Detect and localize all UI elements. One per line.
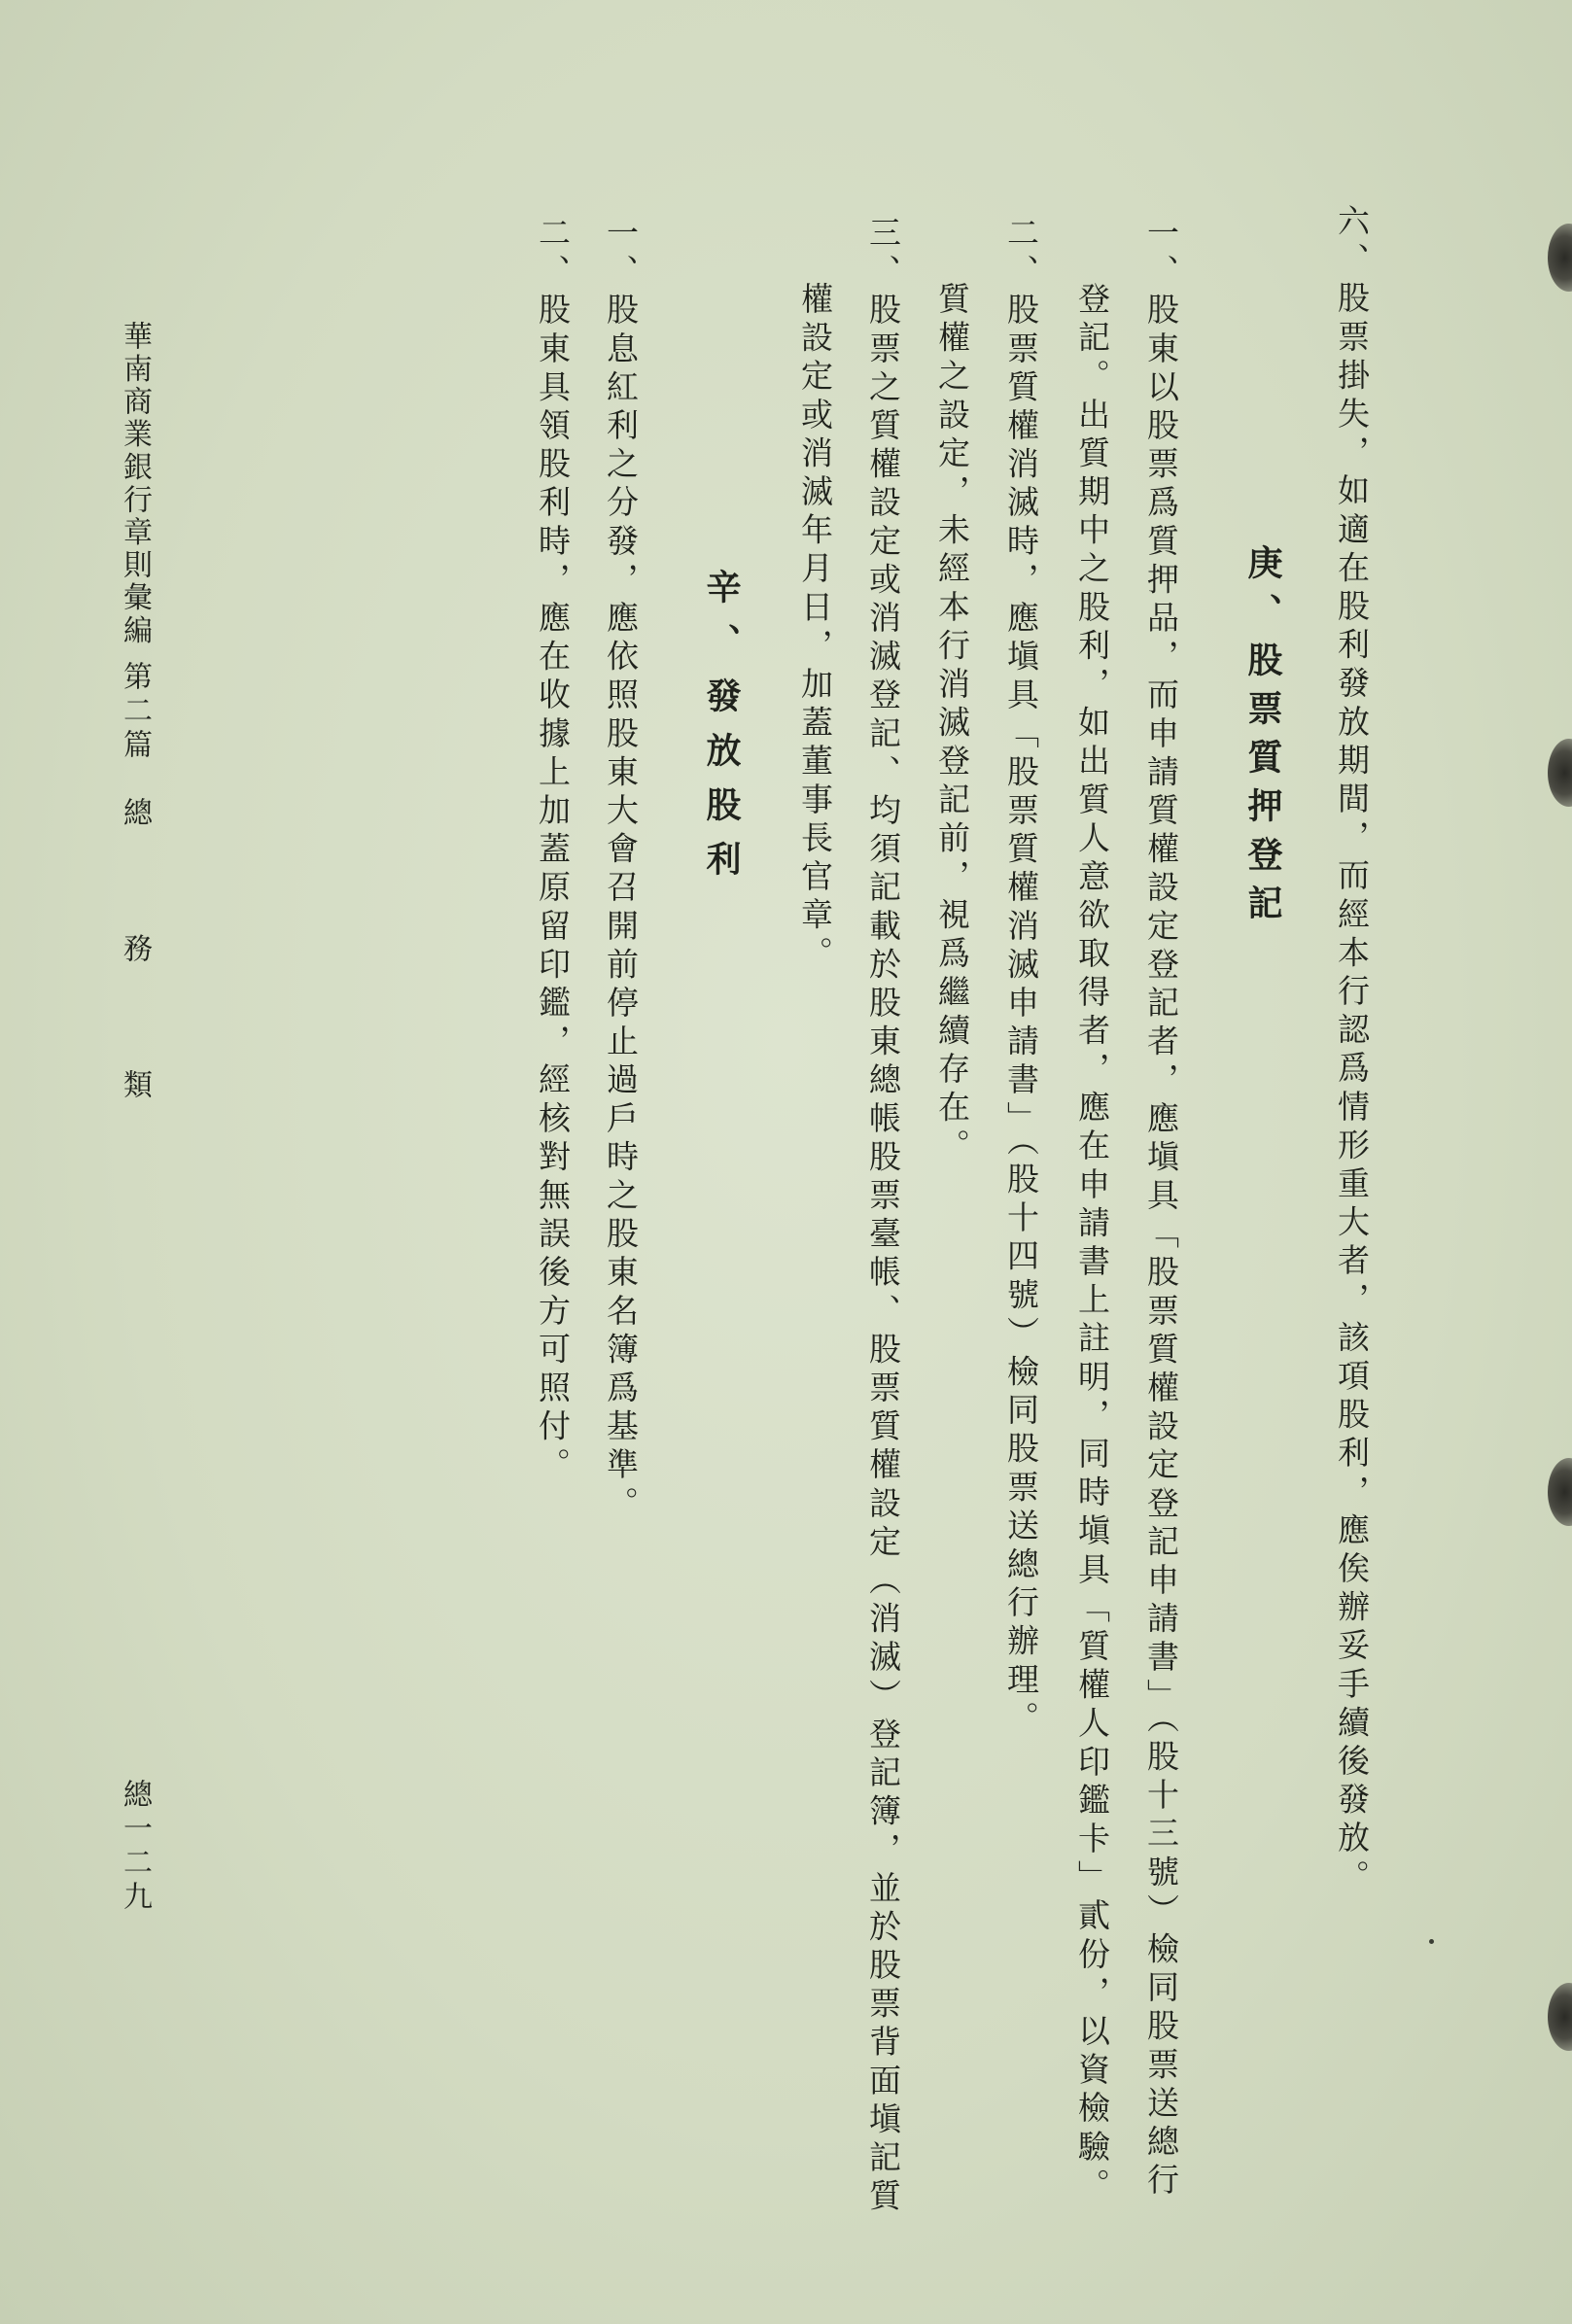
section-xin-heading: 辛、發放股利: [701, 569, 741, 895]
binding-hole-2: [1548, 739, 1572, 807]
geng-item1-line2: 登記。出質期中之股利，如出質人意欲取得者，應在申請書上註明，同時塡具「質權人印鑑卡」貳份，以資檢驗。: [1073, 282, 1111, 2206]
footer-book-title: 華南商業銀行章則彙編: [118, 321, 152, 647]
binding-hole-3: [1548, 1458, 1572, 1526]
xin-item2: 二、股東具領股利時，應在收據上加蓋原留印鑑，經核對無誤後方可照付。: [534, 216, 572, 1486]
xin-item1: 一、股息紅利之分發，應依照股東大會召開前停止過戶時之股東名簿爲基準。: [602, 216, 640, 1525]
geng-item2-line2: 質權之設定，未經本行消滅登記前，視爲繼續存在。: [933, 282, 971, 1167]
binding-hole-4: [1548, 1983, 1572, 2051]
paper-speck: [1429, 1939, 1434, 1944]
footer-part: 第二篇: [118, 661, 152, 763]
geng-item3-line1: 三、股票之質權設定或消滅登記、均須記載於股東總帳股票臺帳、股票質權設定（消滅）登記簿，並於股票背面塡記質: [864, 216, 902, 2218]
section-six-text: 六、股票掛失，如適在股利發放期間，而經本行認爲情形重大者，該項股利，應俟辦妥手續後發放。: [1333, 204, 1371, 1898]
footer-page-number: 總一二九: [118, 1779, 152, 1915]
geng-item3-line2: 權設定或消滅年月日，加蓋董事長官章。: [796, 282, 834, 975]
binding-hole-1: [1548, 224, 1572, 292]
geng-item2-line1: 二、股票質權消滅時，應塡具「股票質權消滅申請書」（股十四號）檢同股票送總行辦理。: [1002, 216, 1040, 1740]
geng-item1-line1: 一、股東以股票爲質押品，而申請質權設定登記者，應塡具「股票質權設定登記申請書」（股十三號）檢同股票送總行: [1142, 216, 1180, 2202]
footer-category: 總 務 類: [118, 797, 152, 1137]
section-geng-heading: 庚、股票質押登記: [1242, 544, 1282, 933]
